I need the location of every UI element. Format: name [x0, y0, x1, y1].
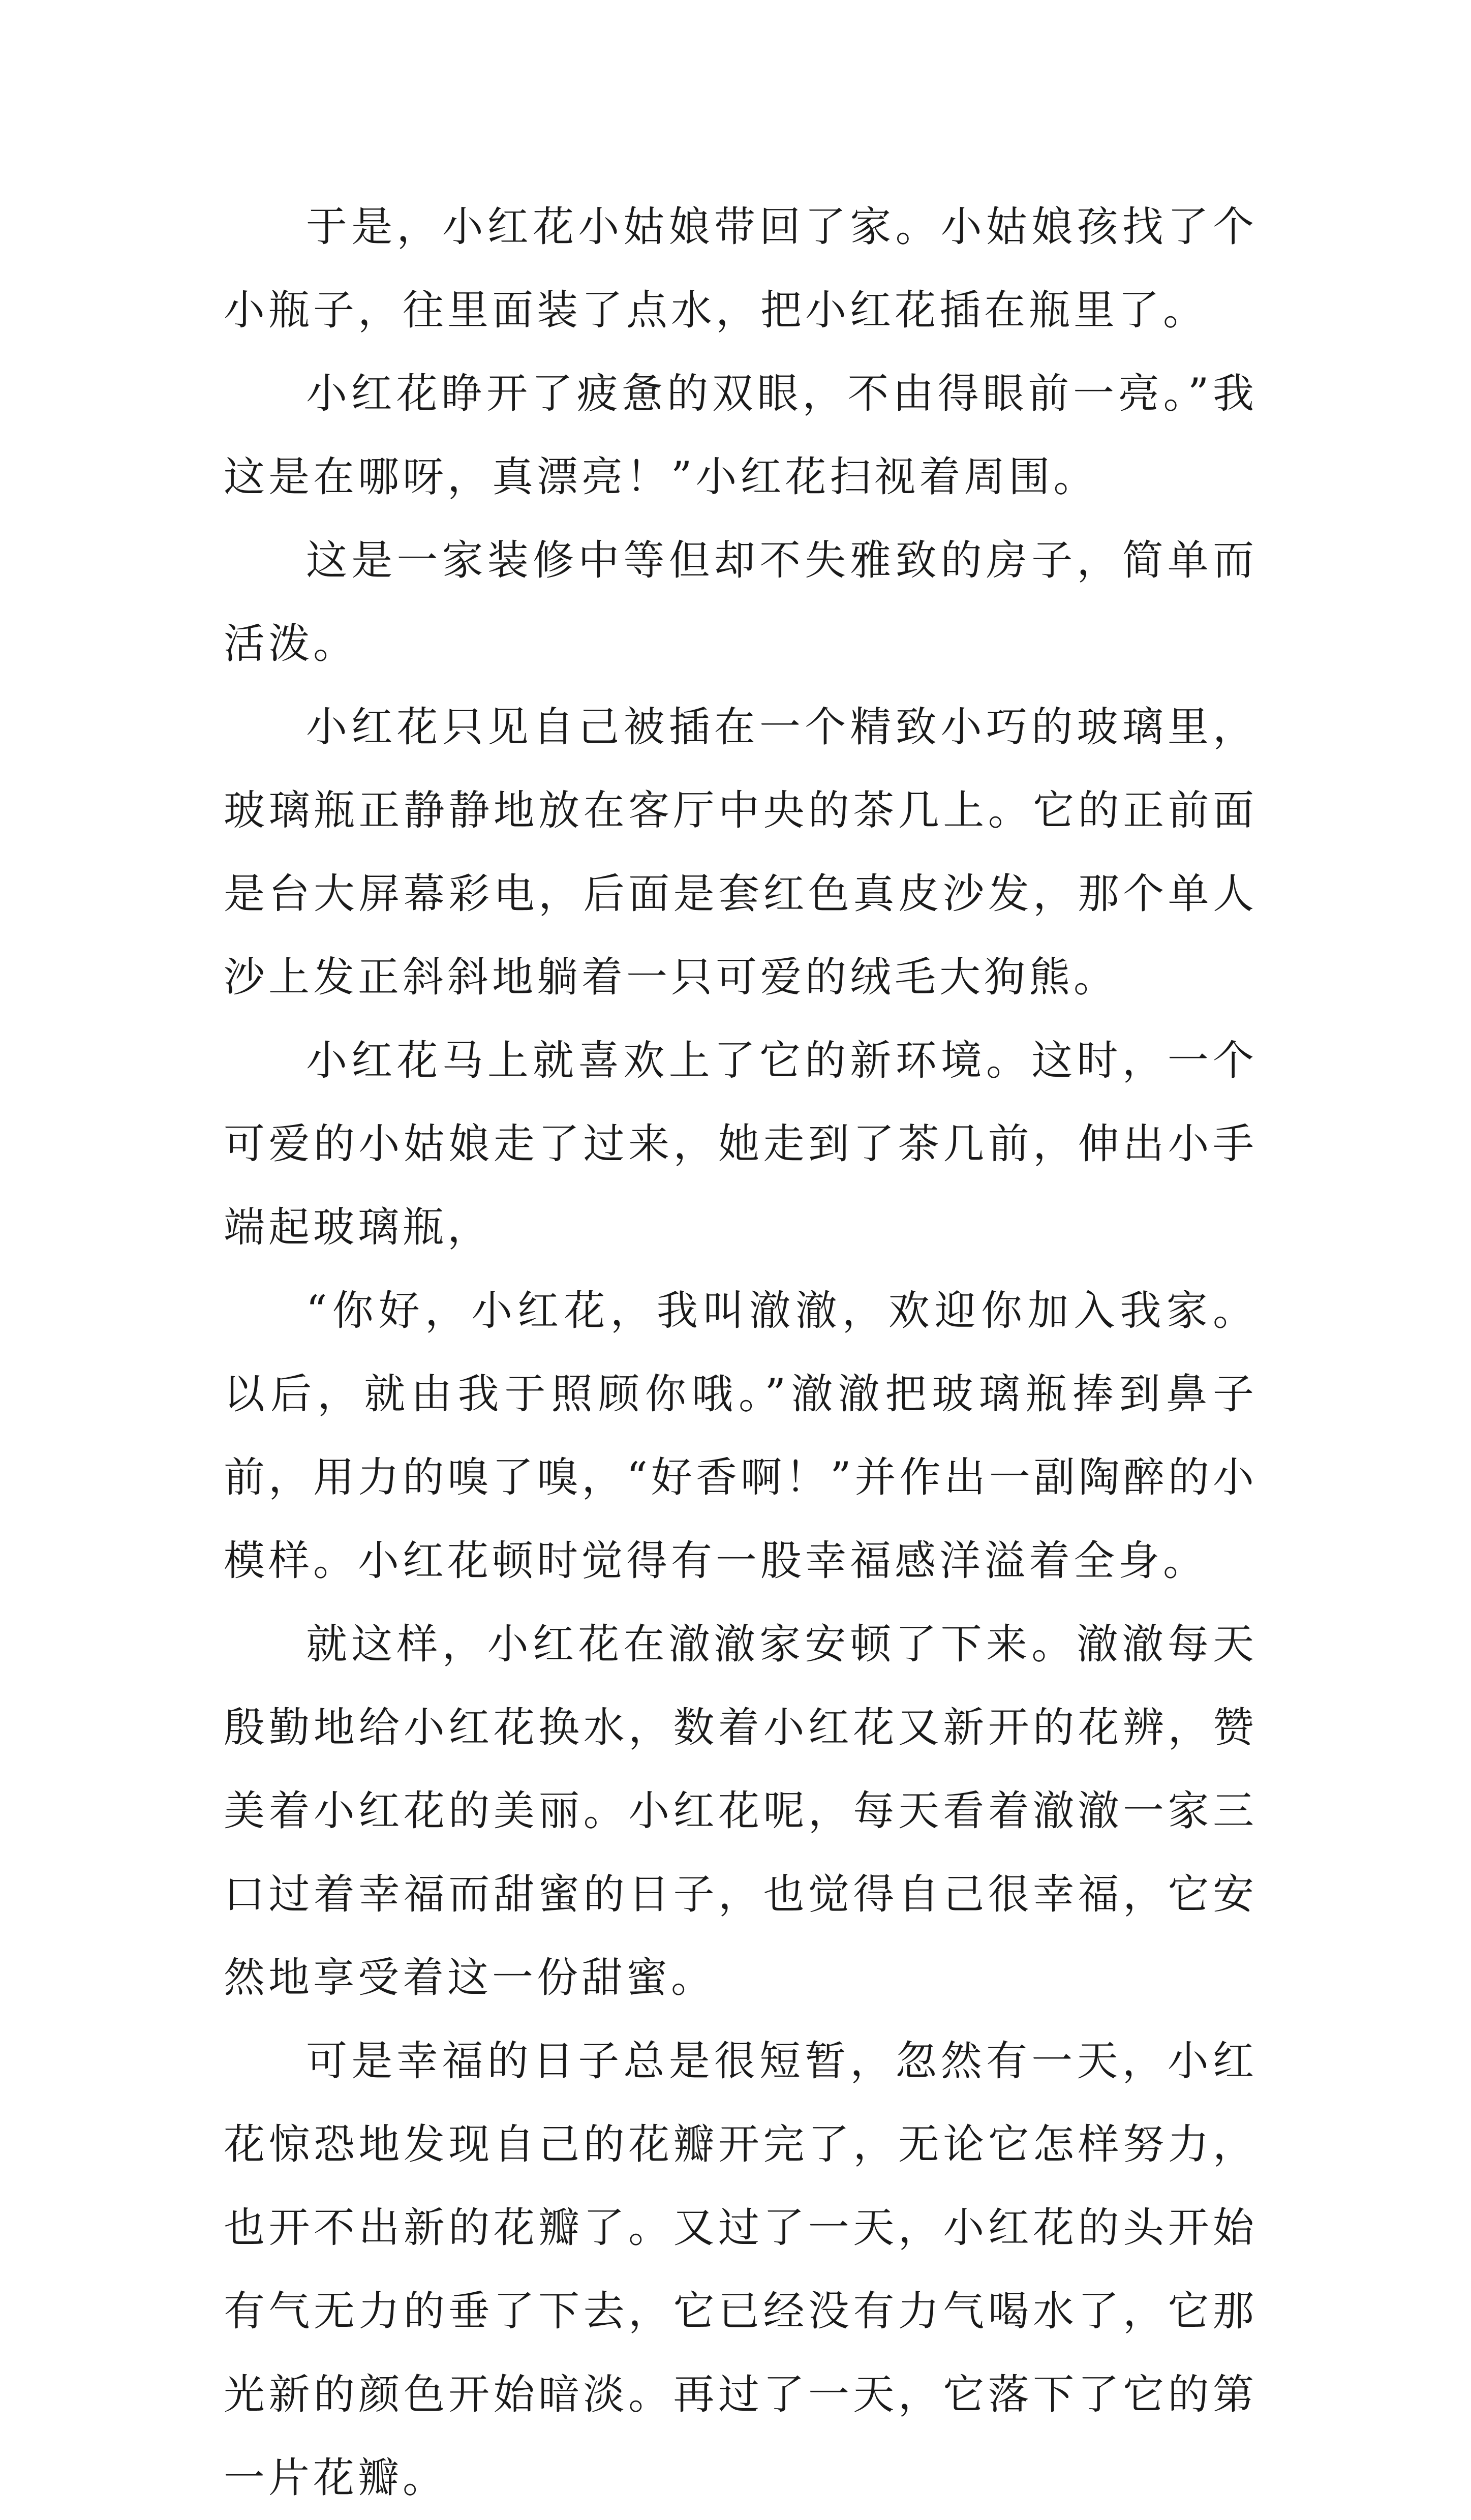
paragraph-4: 小红花只见自己被插在一个精致小巧的玻璃里，玻璃瓶正静静地放在客厅中央的茶几上。它的正前面是台大屏幕彩电，后面是套红色真皮沙发，那个单人沙上发正斜斜地躺着一只可爱的绒毛大狗熊。: [224, 704, 1258, 1001]
story-text: [224, 186, 1258, 2520]
paragraph-1: 于是，小红花小姑娘带回了家。小姑娘孩找了个小瓶子，往里面装了点水，把小红花插在瓶里了。: [224, 203, 1258, 335]
paragraph-5: 小红花马上就喜欢上了它的新环境。这时，一个可爱的小姑娘走了过来，她走到了茶几前，伸出小手端起玻璃瓶，: [224, 1037, 1258, 1252]
paragraph-8: 可是幸福的日子总是很短暂，忽然有一天，小红花惊恐地发现自己的花瓣开完了，无论它怎样努力，也开不出新的花瓣了。又过了一天，小红花的头开始有气无力的垂了下去，它已经没有力气喝水了，它那光新的颜色开始暗淡。再过了一天，它落下了它的第一片花瓣。: [224, 2038, 1258, 2502]
paragraph-6: “你好，小红花，我叫澈澈，欢迎你加入我家。以后，就由我于照顾你哦。”澈澈把玻璃瓶捧到鼻子前，用力的嗅了嗅，“好香啊！”并作出一副陶醉的小模样。小红花顿时觉得有一股幸福感洋溢着全身。: [224, 1287, 1258, 1585]
paragraph-2: 小红花睁开了疲惫的双眼，不由得眼前一亮。”我这是在哪呀，真漂亮！”小红花扫视着周围。: [224, 370, 1258, 501]
paragraph-7: 就这样，小红花在澈澈家安顿了下来。澈澈每天殷勤地给小红花换水，数着小红花又新开的花辨，赞美着小红花的美丽。小红花呢，每天看着澈澈一家三口过着幸福而甜蜜的日子，也觉得自己很幸福，它安然地享受着这一份甜蜜。: [224, 1621, 1258, 2002]
paragraph-3: 这是一家装修中等但却不失雅致的房子，简单而活泼。: [224, 537, 1258, 668]
